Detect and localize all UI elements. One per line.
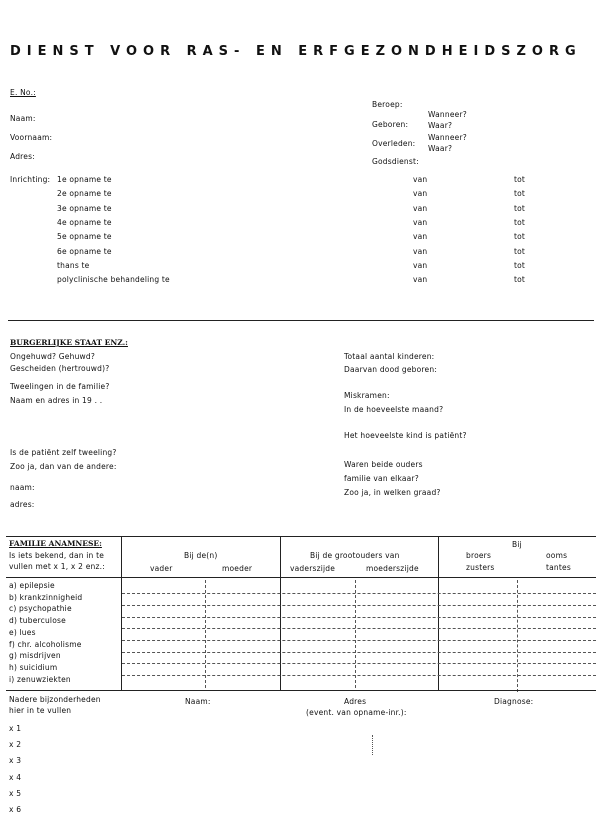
- inrichting-tot: tot: [514, 246, 526, 256]
- familie-item: c) psychopathie: [9, 604, 72, 614]
- overleden-label: Overleden:: [372, 139, 416, 148]
- familie-item: d) tuberculose: [9, 616, 66, 626]
- geboren-wanneer: Wanneer?: [428, 110, 467, 119]
- burgerlijke-field: Het hoeveelste kind is patiënt?: [344, 431, 467, 440]
- inrichting-van: van: [413, 217, 428, 227]
- burgerlijke-field: Ongehuwd? Gehuwd?: [10, 352, 96, 361]
- table-bottom-border: [6, 690, 596, 691]
- vaderszijde-label: vaderszijde: [290, 564, 336, 573]
- inrichting-row: 2e opname te: [57, 189, 112, 199]
- inrichting-van: van: [413, 203, 428, 213]
- table-row-line: [122, 617, 596, 618]
- inrichting-tot: tot: [514, 175, 526, 184]
- familie-intro-1: Is iets bekend, dan in te: [9, 551, 105, 560]
- overleden-wanneer: Wanneer?: [428, 133, 467, 142]
- nadere-row: x 6: [9, 805, 22, 814]
- bij-den-label: Bij de(n): [184, 551, 218, 560]
- table-header-border: [6, 577, 596, 578]
- inrichting-van: van: [413, 175, 428, 184]
- inrichting-row: 6e opname te: [57, 246, 112, 256]
- col-divider-2: [280, 536, 281, 690]
- beroep-label: Beroep:: [372, 100, 403, 109]
- table-row-line: [122, 663, 596, 664]
- table-row-line: [122, 593, 596, 594]
- vader-label: vader: [150, 564, 173, 573]
- familie-item: b) krankzinnigheid: [9, 592, 83, 602]
- geboren-label: Geboren:: [372, 120, 409, 129]
- nadere-mark: [372, 735, 373, 755]
- burgerlijke-field: Daarvan dood geboren:: [344, 365, 438, 374]
- burgerlijke-field: Gescheiden (hertrouwd)?: [10, 364, 110, 373]
- col-divider-1: [121, 536, 122, 690]
- nadere-naam-label: Naam:: [185, 697, 211, 706]
- tantes-label: tantes: [546, 563, 571, 572]
- inner-divider-ouders: [205, 580, 206, 688]
- voornaam-label: Voornaam:: [10, 133, 53, 142]
- familie-item: i) zenuwziekten: [9, 674, 71, 684]
- familie-heading: FAMILIE ANAMNESE:: [9, 539, 102, 548]
- inrichting-row: polyclinische behandeling te: [57, 275, 170, 285]
- nadere-label-1: Nadere bijzonderheden: [9, 695, 101, 704]
- ooms-label: ooms: [546, 551, 568, 560]
- inner-divider-groot: [355, 580, 356, 688]
- familie-item: f) chr. alcoholisme: [9, 639, 82, 649]
- burgerlijke-field: adres:: [10, 500, 35, 509]
- adres-label: Adres:: [10, 152, 35, 161]
- familie-item: a) epilepsie: [9, 581, 55, 590]
- inrichting-tot: tot: [514, 232, 526, 242]
- nadere-row: x 5: [9, 788, 22, 798]
- nadere-row: x 3: [9, 756, 22, 766]
- zusters-label: zusters: [466, 563, 495, 572]
- grootouders-label: Bij de grootouders van: [310, 551, 400, 560]
- burgerlijke-field: naam:: [10, 483, 35, 492]
- moederszijde-label: moederszijde: [366, 564, 419, 573]
- inrichting-van: van: [413, 275, 428, 285]
- table-row-line: [122, 605, 596, 606]
- bij-label: Bij: [512, 540, 522, 549]
- burgerlijke-field: Tweelingen in de familie?: [10, 382, 110, 391]
- table-row-line: [122, 628, 596, 629]
- burgerlijke-field: Is de patiënt zelf tweeling?: [10, 448, 117, 457]
- burgerlijke-field: In de hoeveelste maand?: [344, 405, 444, 414]
- geboren-waar: Waar?: [428, 121, 453, 130]
- moeder-label: moeder: [222, 564, 253, 573]
- nadere-diagnose-label: Diagnose:: [494, 697, 534, 706]
- familie-item: e) lues: [9, 627, 36, 637]
- inrichting-row: 5e opname te: [57, 232, 112, 242]
- inrichting-tot: tot: [514, 217, 526, 227]
- inrichting-row: 4e opname te: [57, 217, 112, 227]
- nadere-row: x 2: [9, 740, 22, 750]
- godsdienst-label: Godsdienst:: [372, 157, 419, 166]
- section-divider: [8, 320, 594, 321]
- familie-item: g) misdrijven: [9, 651, 61, 661]
- burgerlijke-field: Totaal aantal kinderen:: [344, 352, 435, 361]
- overleden-waar: Waar?: [428, 144, 453, 153]
- nadere-row: x 1: [9, 724, 22, 733]
- inner-divider-bij: [517, 580, 518, 692]
- burgerlijke-field: Zoo ja, dan van de andere:: [10, 462, 117, 471]
- inrichting-tot: tot: [514, 260, 526, 270]
- table-row-line: [122, 640, 596, 641]
- inrichting-van: van: [413, 246, 428, 256]
- inrichting-row: thans te: [57, 260, 90, 270]
- burgerlijke-field: familie van elkaar?: [344, 474, 419, 483]
- eno-label: E. No.:: [10, 88, 36, 97]
- table-row-line: [122, 652, 596, 653]
- burgerlijke-field: Miskramen:: [344, 391, 390, 400]
- nadere-adres-label: Adres: [344, 697, 367, 706]
- burgerlijke-heading: BURGERLIJKE STAAT ENZ.:: [10, 338, 128, 347]
- burgerlijke-field: Naam en adres in 19 . .: [10, 396, 103, 405]
- nadere-row: x 4: [9, 772, 22, 782]
- familie-item: h) suicidium: [9, 662, 58, 672]
- inrichting-tot: tot: [514, 189, 526, 199]
- naam-label: Naam:: [10, 114, 36, 123]
- inrichting-label: Inrichting:: [10, 175, 51, 184]
- nadere-adres-sub: (event. van opname-inr.):: [306, 708, 407, 717]
- inrichting-row: 3e opname te: [57, 203, 112, 213]
- form-title: DIENST VOOR RAS- EN ERFGEZONDHEIDSZORG: [10, 44, 582, 59]
- inrichting-van: van: [413, 260, 428, 270]
- familie-intro-2: vullen met x 1, x 2 enz.:: [9, 562, 105, 571]
- broers-label: broers: [466, 551, 492, 560]
- inrichting-van: van: [413, 232, 428, 242]
- burgerlijke-field: Waren beide ouders: [344, 460, 423, 469]
- col-divider-3: [438, 536, 439, 690]
- inrichting-tot: tot: [514, 275, 526, 285]
- table-row-line: [122, 675, 596, 676]
- inrichting-van: van: [413, 189, 428, 199]
- table-top-border: [6, 536, 596, 537]
- nadere-label-2: hier in te vullen: [9, 706, 72, 715]
- burgerlijke-field: Zoo ja, in welken graad?: [344, 488, 441, 497]
- inrichting-tot: tot: [514, 203, 526, 213]
- inrichting-row: 1e opname te: [57, 175, 112, 184]
